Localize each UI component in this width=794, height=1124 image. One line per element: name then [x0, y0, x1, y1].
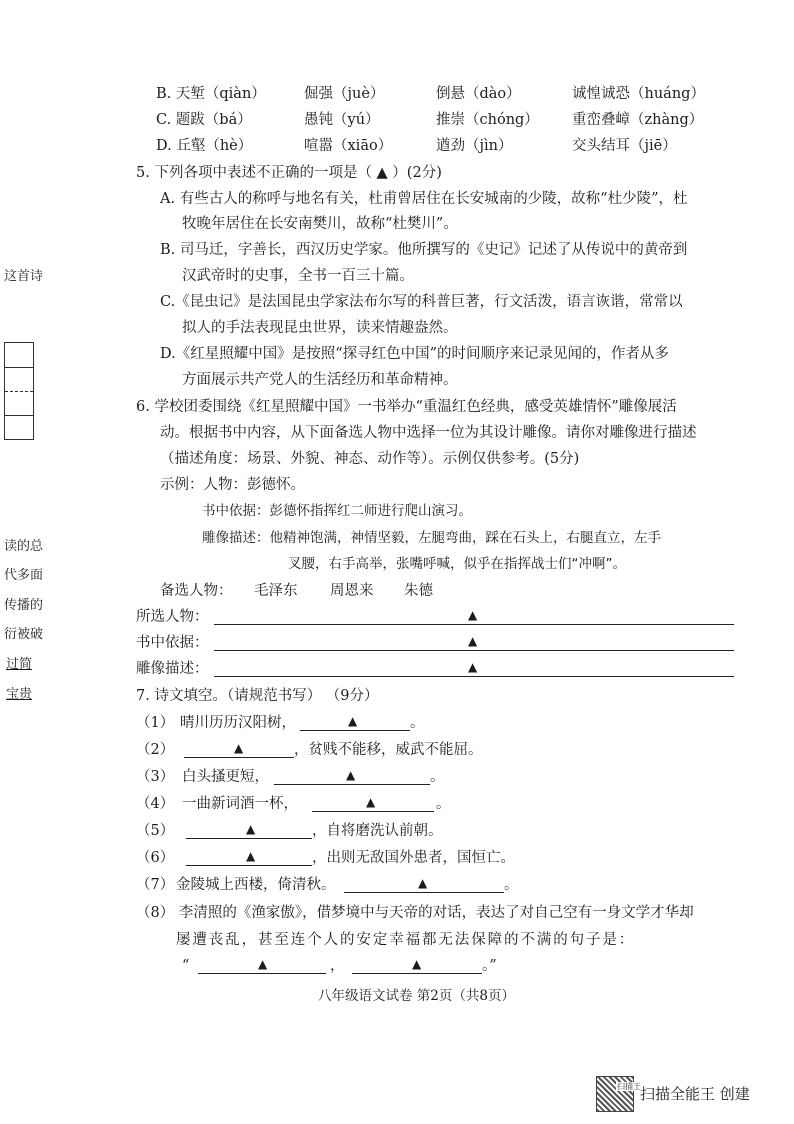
- watermark-qr-label: 扫描王: [617, 1082, 641, 1091]
- blank-triangle: ▲: [366, 795, 376, 809]
- q6-example-desc-1: 雕像描述：他精神饱满，神情坚毅，左腿弯曲，踩在石头上，右腿直立，左手: [202, 530, 661, 546]
- q6-candidate: 周恩来: [330, 583, 374, 599]
- q7-item-num: （6）: [136, 850, 175, 866]
- q7-item-pre: 白头搔更短，: [182, 769, 269, 785]
- q4-d-4: 交头结耳（jiē）: [572, 138, 677, 154]
- q4-d-2: 喧嚣（xiāo）: [304, 138, 393, 154]
- q7-item-post: 。: [436, 796, 451, 812]
- page-footer: 八年级语文试卷 第2页（共8页）: [318, 988, 515, 1004]
- q7-item-8-line-1: （8） 李清照的《渔家傲》，借梦境中与天帝的对话，表达了对自己空有一身文学才华却: [136, 905, 694, 921]
- q7-stem: 7. 诗文填空。（请规范书写） （9分）: [136, 688, 379, 704]
- q4-d-3: 遒劲（jìn）: [436, 138, 513, 154]
- q6-answer-label-basis: 书中依据：: [136, 635, 209, 651]
- watermark-text: 扫描全能王 创建: [640, 1085, 750, 1103]
- q4-d-1: D. 丘壑（hè）: [156, 138, 253, 154]
- blank-triangle: ▲: [234, 741, 244, 755]
- q7-item-post: ，贫贱不能移，威武不能屈。: [294, 742, 483, 758]
- q7-item-num: （1）: [136, 715, 175, 731]
- q4-b-2: 倔强（juè）: [304, 86, 385, 102]
- q7-item-8-close: 。”: [482, 958, 497, 974]
- q6-candidate: 毛泽东: [254, 583, 298, 599]
- blank-triangle: ▲: [412, 957, 422, 971]
- q4-c-3: 推崇（chóng）: [436, 112, 539, 128]
- q6-stem-3: （描述角度：场景、外貌、神态、动作等）。示例仅供参考。(5分): [160, 451, 580, 467]
- q4-b-1: B. 天堑（qiàn）: [156, 86, 266, 102]
- left-margin-grid: [4, 342, 34, 440]
- q6-answer-label-desc: 雕像描述：: [136, 661, 209, 677]
- blank-triangle: ▲: [468, 608, 478, 622]
- q5-option-d: D.《红星照耀中国》是按照“探寻红色中国”的时间顺序来记录见闻的，作者从多: [160, 346, 670, 362]
- q7-item-post: ，出则无敌国外患者，国恒亡。: [312, 850, 515, 866]
- q7-item-pre: 晴川历历汉阳树，: [180, 715, 296, 731]
- q4-c-4: 重峦叠嶂（zhàng）: [572, 112, 704, 128]
- left-margin-fragment: 读的总: [4, 539, 44, 554]
- q6-stem-1: 6. 学校团委围绕《红星照耀中国》一书举办“重温红色经典，感受英雄情怀”雕像展活: [136, 399, 677, 415]
- q5-option-a: A. 有些古人的称呼与地名有关，杜甫曾居住在长安城南的少陵，故称“杜少陵”，杜: [160, 191, 688, 207]
- blank-triangle: ▲: [246, 849, 256, 863]
- left-margin-fragment: 过简: [6, 657, 33, 672]
- blank-triangle: ▲: [418, 876, 428, 890]
- q6-answer-label-person: 所选人物：: [136, 609, 209, 625]
- q7-item-8-comma: ，: [330, 958, 345, 974]
- q6-example-person: 示例：人物：彭德怀。: [160, 477, 305, 493]
- q4-c-1: C. 题跋（bá）: [156, 112, 252, 128]
- q7-item-post: 。: [410, 715, 425, 731]
- left-margin-fragment: 传播的: [4, 598, 44, 613]
- q6-stem-2: 动。根据书中内容，从下面备选人物中选择一位为其设计雕像。请你对雕像进行描述: [160, 425, 697, 441]
- q6-candidates-label: 备选人物：: [160, 583, 233, 599]
- q7-item-8-line-2: 屡遭丧乱，甚至连个人的安定幸福都无法保障的不满的句子是：: [176, 932, 636, 948]
- q5-option-b: B. 司马迁，字善长，西汉历史学家。他所撰写的《史记》记述了从传说中的黄帝到: [160, 242, 688, 258]
- blank-triangle: ▲: [346, 768, 356, 782]
- q7-item-num: （3）: [136, 769, 175, 785]
- left-margin-fragment-top: 这首诗: [4, 269, 44, 284]
- q5-option-b-cont: 汉武帝时的史事，全书一百三十篇。: [182, 268, 414, 284]
- q4-b-3: 倒悬（dào）: [436, 86, 521, 102]
- q7-item-post: 。: [504, 877, 519, 893]
- q5-option-c: C.《昆虫记》是法国昆虫学家法布尔写的科普巨著，行文活泼，语言诙谐，常常以: [160, 294, 683, 310]
- blank-triangle: ▲: [348, 714, 358, 728]
- blank-triangle: ▲: [468, 634, 478, 648]
- q7-item-8-open-quote: “: [182, 958, 190, 974]
- q7-item-num: （4）: [136, 796, 175, 812]
- q7-item-pre: 一曲新词酒一杯，: [182, 796, 298, 812]
- q6-example-basis: 书中依据：彭德怀指挥红二师进行爬山演习。: [202, 503, 472, 519]
- q7-item-num: （5）: [136, 823, 175, 839]
- q4-b-4: 诚惶诚恐（huáng）: [572, 86, 705, 102]
- blank-triangle: ▲: [258, 957, 268, 971]
- q7-item-pre: 金陵城上西楼，倚清秋。: [176, 877, 336, 893]
- q7-item-post: ，自将磨洗认前朝。: [312, 823, 443, 839]
- left-margin-fragment: 宝贵: [6, 687, 33, 702]
- left-margin-fragment: 代多面: [4, 568, 44, 583]
- q6-example-desc-2: 叉腰，右手高举，张嘴呼喊，似乎在指挥战士们“冲啊”。: [288, 556, 626, 572]
- q5-option-d-cont: 方面展示共产党人的生活经历和革命精神。: [182, 372, 458, 388]
- q5-option-a-cont: 牧晚年居住在长安南樊川，故称“杜樊川”。: [182, 216, 458, 232]
- blank-triangle: ▲: [468, 660, 478, 674]
- q7-item-num: （7）: [136, 877, 175, 893]
- q7-item-post: 。: [430, 769, 445, 785]
- q6-candidate: 朱德: [404, 583, 433, 599]
- left-margin-fragment: 衍被破: [4, 627, 44, 642]
- q7-item-num: （2）: [136, 742, 175, 758]
- q4-c-2: 愚钝（yú）: [304, 112, 380, 128]
- blank-triangle: ▲: [246, 822, 256, 836]
- q5-option-c-cont: 拟人的手法表现昆虫世界，读来情趣盎然。: [182, 320, 458, 336]
- q5-stem: 5. 下列各项中表述不正确的一项是（ ▲ ）(2分): [136, 165, 442, 181]
